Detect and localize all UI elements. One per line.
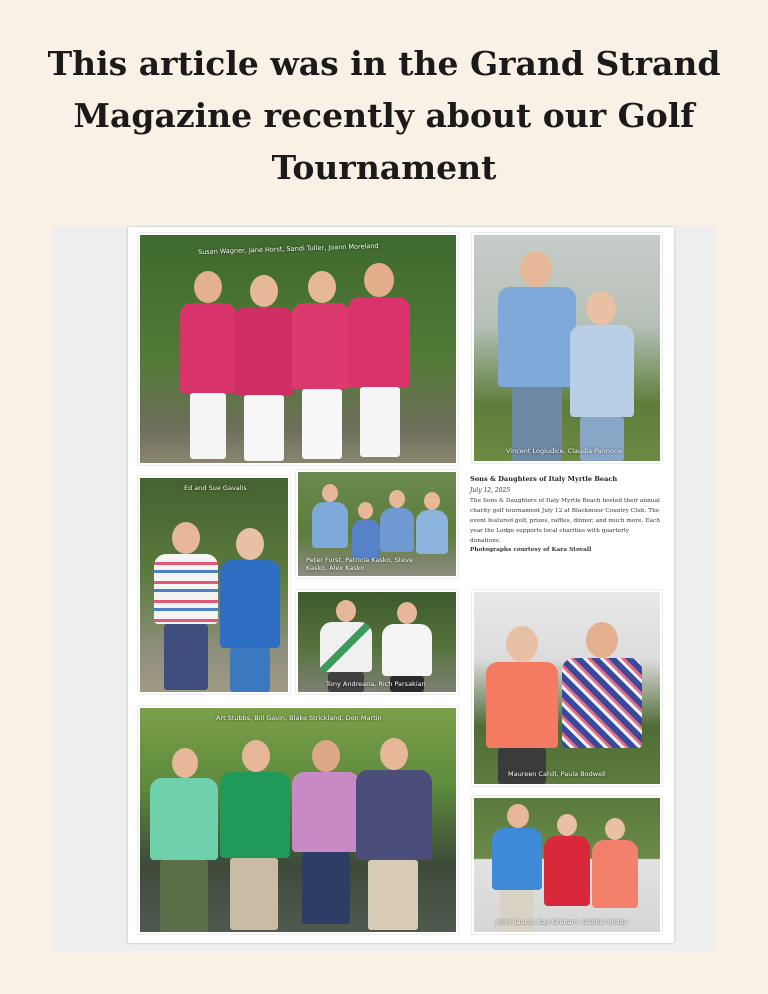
photo-two-women — [472, 590, 662, 786]
photo-caption: Susan Wagner, Jane Horst, Sandi Tuller, Joann Moreland — [197, 241, 379, 257]
article-text — [470, 475, 660, 553]
person-figure — [490, 804, 544, 932]
article-title: Sons & Daughters of Italy Myrtle Beach — [470, 475, 618, 483]
photo-couple-porch — [472, 233, 662, 463]
photo-caption: Ed and Sue Gavalis — [184, 484, 247, 492]
person-figure — [380, 602, 434, 692]
photo-four-men — [138, 706, 458, 934]
article-date: July 12, 2025 — [470, 487, 511, 494]
person-figure — [484, 626, 560, 784]
person-figure — [346, 263, 412, 459]
photo-two-men — [296, 590, 458, 694]
photo-caption: John Raucci, Kay Graham, Debbie Rodey — [496, 918, 628, 926]
person-figure — [566, 291, 638, 461]
person-figure — [178, 271, 238, 461]
person-figure — [232, 275, 296, 463]
person-figure — [218, 740, 292, 932]
photo-four-women — [138, 233, 458, 465]
page-headline: This article was in the Grand Strand Magazine recently about our Golf Tournament — [47, 44, 721, 187]
person-figure — [414, 492, 450, 576]
photo-caption: Art Stubbs, Bill Gavin, Blake Strickland, Don Martin — [216, 714, 382, 722]
article-body: The Sons & Daughters of Italy Myrtle Beach hosted their annual charity golf tournament July 12 at Blackmoor Country Club. The event featured golf, prizes, raffles, dinner, and much more. Each year the Lodge supports local charities with quarterly donations. — [470, 498, 660, 544]
photo-caption: Vincent Logiudice, Claudia Pannone — [506, 447, 623, 455]
photo-three-people — [472, 796, 662, 934]
photo-credit: Photographs courtesy of Kara Stovall — [470, 547, 592, 553]
photo-caption: Peter Furst, Patricia Kasko, Steve Kasko, Alex Kasko — [306, 556, 413, 572]
person-figure — [354, 738, 434, 932]
photo-couple-garden — [138, 476, 290, 694]
person-figure — [152, 522, 220, 692]
person-figure — [218, 528, 282, 692]
person-figure — [560, 622, 644, 784]
person-figure — [590, 818, 640, 932]
person-figure — [318, 600, 374, 692]
person-figure — [290, 271, 352, 461]
photo-four-golfers — [296, 470, 458, 578]
photo-caption: Maureen Cahill, Paula Bodwell — [508, 770, 606, 778]
photo-caption: Tony Andreana, Rich Parsakian — [326, 680, 426, 688]
person-figure — [290, 740, 362, 932]
person-figure — [148, 748, 220, 932]
person-figure — [542, 814, 592, 932]
